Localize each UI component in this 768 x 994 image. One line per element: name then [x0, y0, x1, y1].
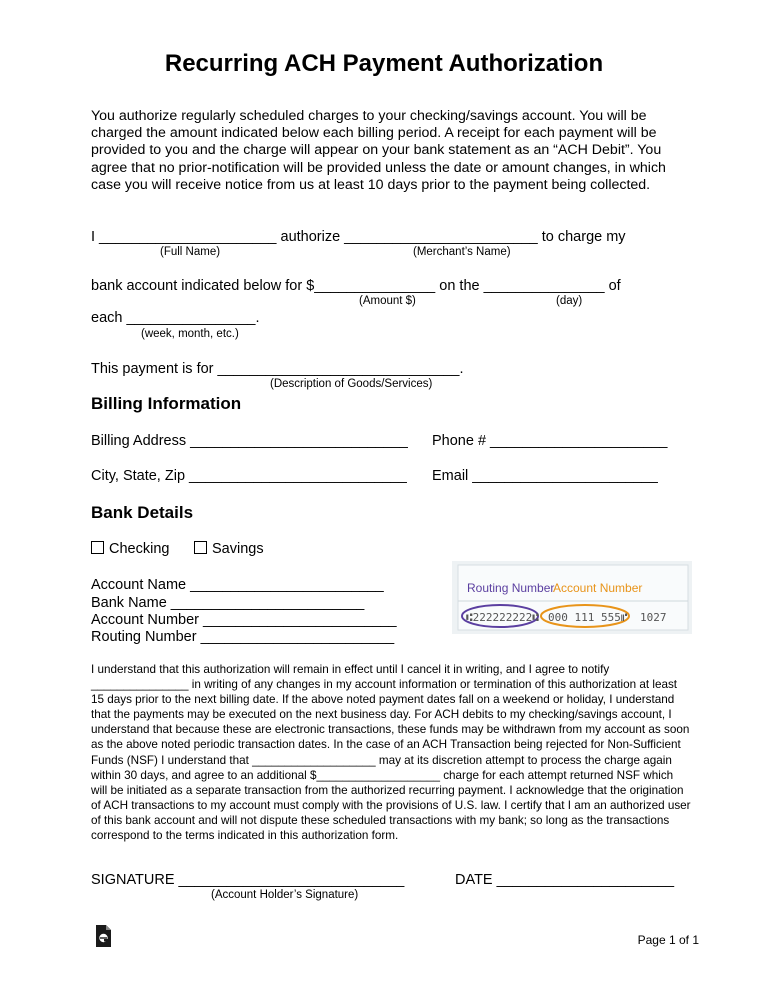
check-illustration [452, 561, 692, 634]
check-example-image [452, 561, 692, 634]
authorization-line: I ______________________ authorize ________________________ to charge my [91, 229, 626, 245]
bank-name-field[interactable]: Bank Name ________________________ [91, 595, 365, 611]
check-number-digits: 1027 [640, 611, 667, 624]
description-caption: (Description of Goods/Services) [270, 378, 433, 390]
page-number: Page 1 of 1 [637, 933, 699, 947]
date-field[interactable]: DATE ______________________ [455, 872, 675, 888]
amount-caption: (Amount $) [359, 295, 416, 307]
day-caption: (day) [556, 295, 583, 307]
signature-caption: (Account Holder’s Signature) [211, 889, 359, 901]
each-line: each ________________. [91, 310, 260, 326]
eforms-logo-icon [94, 924, 112, 948]
account-name-field[interactable]: Account Name ________________________ [91, 577, 384, 593]
billing-heading: Billing Information [91, 394, 242, 413]
period-caption: (week, month, etc.) [141, 328, 239, 340]
checkbox-icon[interactable] [194, 541, 207, 554]
merchant-name-caption: (Merchant’s Name) [413, 246, 511, 258]
savings-option[interactable] [194, 541, 264, 557]
page-title: Recurring ACH Payment Authorization [164, 50, 604, 77]
checkbox-icon[interactable] [91, 541, 104, 554]
bank-account-line: bank account indicated below for $_______________ on the _______________ of [91, 278, 621, 294]
bank-details-heading: Bank Details [91, 503, 194, 522]
account-label-text: Account Number [553, 581, 643, 595]
email-field[interactable]: Email _______________________ [432, 468, 658, 484]
full-name-caption: (Full Name) [160, 246, 221, 258]
routing-digits: ⑆222222222⑆ [466, 611, 539, 624]
account-digits: 000 111 555⑈ [548, 611, 628, 624]
intro-paragraph: You authorize regularly scheduled charges to your checking/savings account. You will be charged the amount indicated below each billing period. A receipt for each payment will be provided to you and the charge will appear on your bank statement as an “ACH Debit”. You agree that no prior-notification will be provided unless the date or amount changes, in which case you will receive notice from us at least 10 days prior to the payment being collected. [91, 108, 666, 193]
payment-for-line: This payment is for ______________________________. [91, 361, 464, 377]
savings-label: Savings [212, 541, 264, 557]
account-number-field[interactable]: Account Number ________________________ [91, 612, 397, 628]
checking-label: Checking [109, 541, 170, 557]
checking-option[interactable] [91, 541, 169, 557]
terms-paragraph: I understand that this authorization will remain in effect until I cancel it in writing, and I agree to notify _______________ in writing of any changes in my account information or termination of this authorization at least 15 days prior to the next billing date. If the above noted payment dates fall on a weekend or holiday, I understand that the payments may be executed on the next business day. For ACH debits to my checking/savings account, I understand that because these are electronic transactions, these funds may be withdrawn from my account as soon as the above noted periodic transaction dates. In the case of an ACH Transaction being rejected for Non-Sufficient Funds (NSF) I understand that ___________________ may at its discretion attempt to process the charge again within 30 days, and agree to an additional $___________________ charge for each attempt returned NSF which will be initiated as a separate transaction from the authorized recurring payment. I acknowledge that the origination of ACH transactions to my account must comply with the provisions of U.S. law. I certify that I am an authorized user of this bank account and will not dispute these scheduled transactions with my bank; so long as the transactions correspond to the terms indicated in this authorization form. [91, 663, 691, 843]
phone-field[interactable]: Phone # ______________________ [432, 433, 668, 449]
signature-field[interactable]: SIGNATURE ____________________________ [91, 872, 405, 888]
billing-address-field[interactable]: Billing Address ___________________________ [91, 433, 408, 449]
city-state-zip-field[interactable]: City, State, Zip ___________________________ [91, 468, 407, 484]
routing-label-text: Routing Number [467, 581, 555, 595]
routing-number-field[interactable]: Routing Number ________________________ [91, 629, 395, 645]
